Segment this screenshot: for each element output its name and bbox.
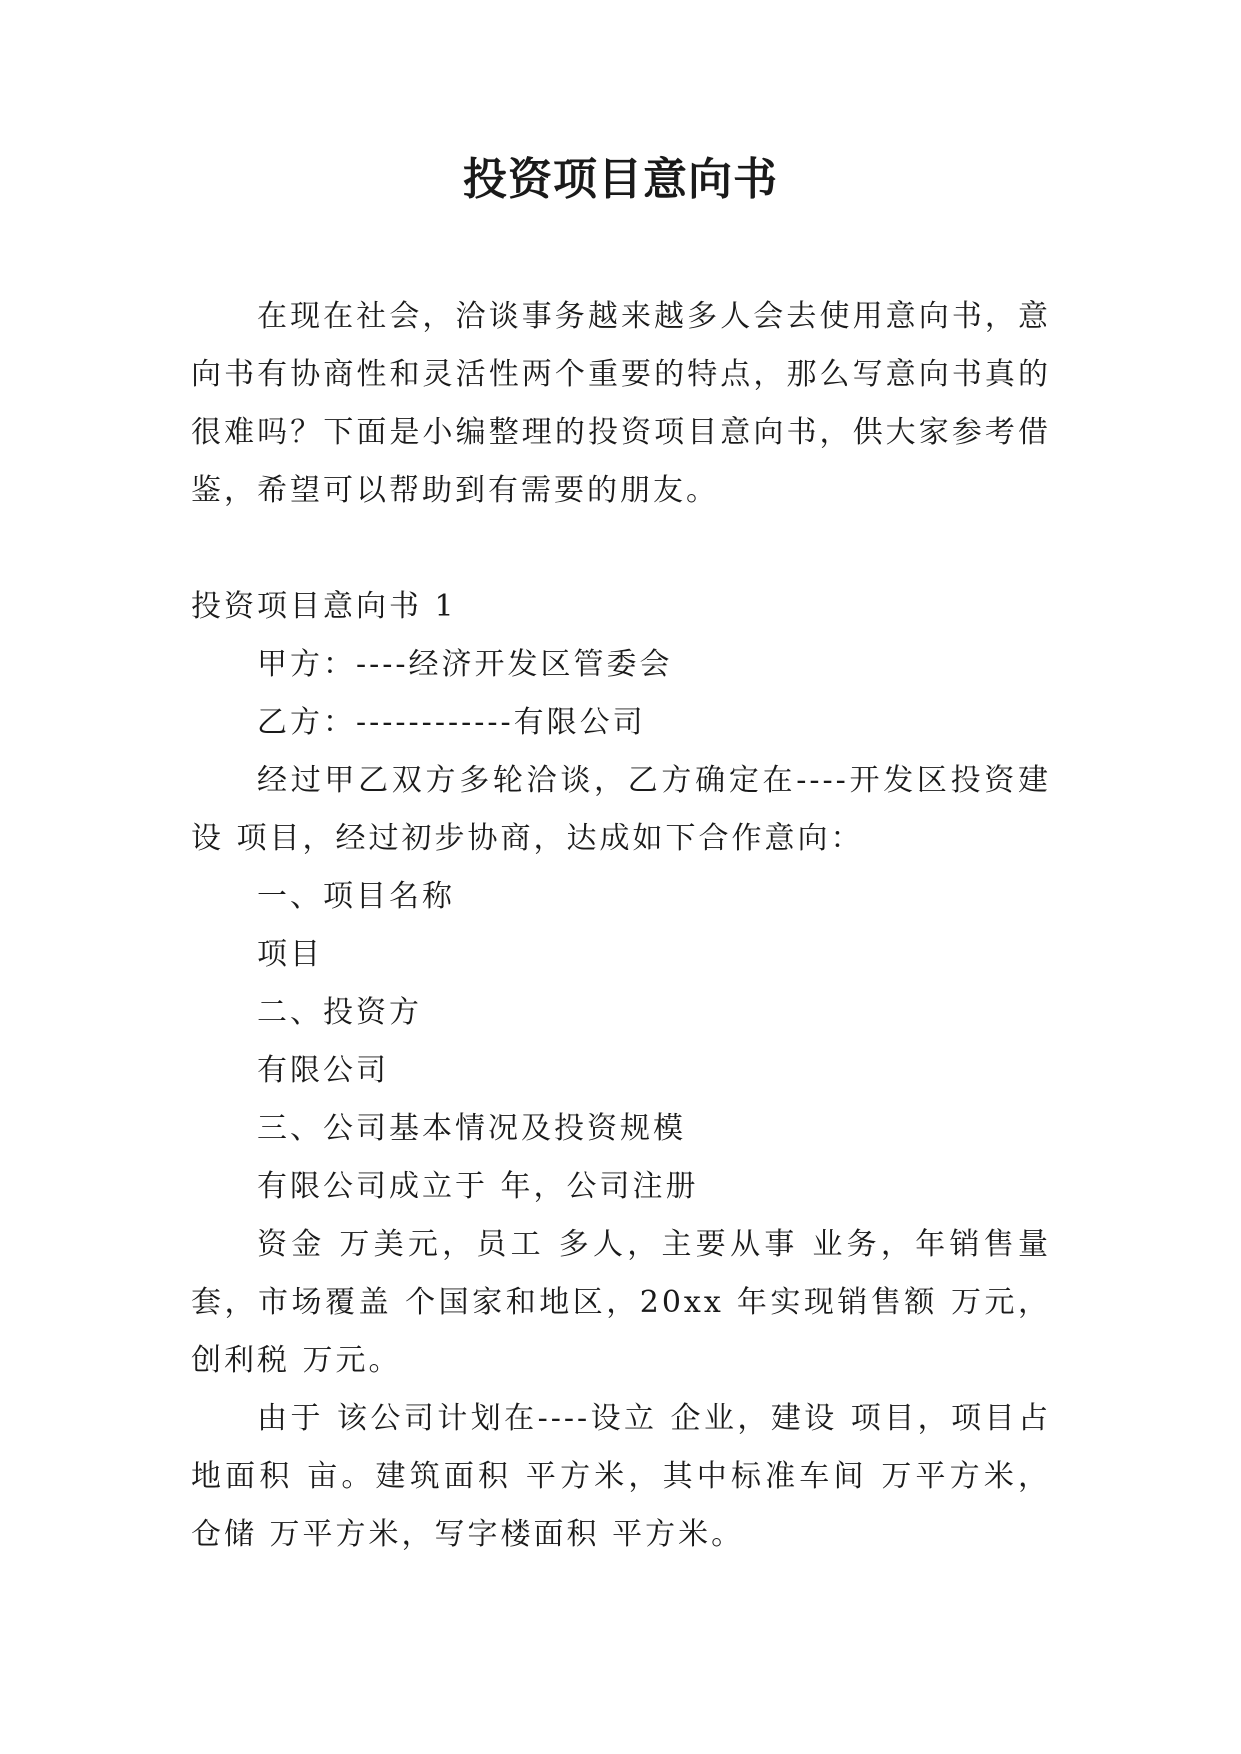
intro-paragraph: 在现在社会，洽谈事务越来越多人会去使用意向书，意向书有协商性和灵活性两个重要的特点，那么写意向书真的很难吗？下面是小编整理的投资项目意向书，供大家参考借鉴，希望可以帮助到有需要的朋友。: [191, 299, 1051, 508]
item-heading-project-name: 一、项目名称: [257, 879, 455, 914]
spacer: [191, 520, 1051, 578]
party-b-line: 乙方：------------有限公司: [257, 705, 646, 740]
plan-paragraph: 由于 该公司计划在----设立 企业，建设 项目，项目占地面积 亩。建筑面积 平方米，其中标准车间 万平方米，仓储 万平方米，写字楼面积 平方米。: [191, 1401, 1051, 1552]
document-body: [191, 288, 1051, 1564]
item-value-company: 有限公司: [257, 1053, 389, 1088]
section-heading: 投资项目意向书 1: [191, 589, 457, 624]
item-heading-company-info: 三、公司基本情况及投资规模: [257, 1111, 686, 1146]
party-a-line: 甲方：----经济开发区管委会: [257, 647, 673, 682]
company-capital-paragraph: 资金 万美元，员工 多人，主要从事 业务，年销售量 套，市场覆盖 个国家和地区，20xx 年实现销售额 万元，创利税 万元。: [191, 1227, 1051, 1378]
negotiation-paragraph: 经过甲乙双方多轮洽谈，乙方确定在----开发区投资建设 项目，经过初步协商，达成如下合作意向：: [191, 763, 1051, 856]
item-heading-investor: 二、投资方: [257, 995, 422, 1030]
document-title: 投资项目意向书: [463, 154, 778, 205]
item-value-project: 项目: [257, 937, 323, 972]
company-founded-line: 有限公司成立于 年，公司注册: [257, 1169, 699, 1204]
